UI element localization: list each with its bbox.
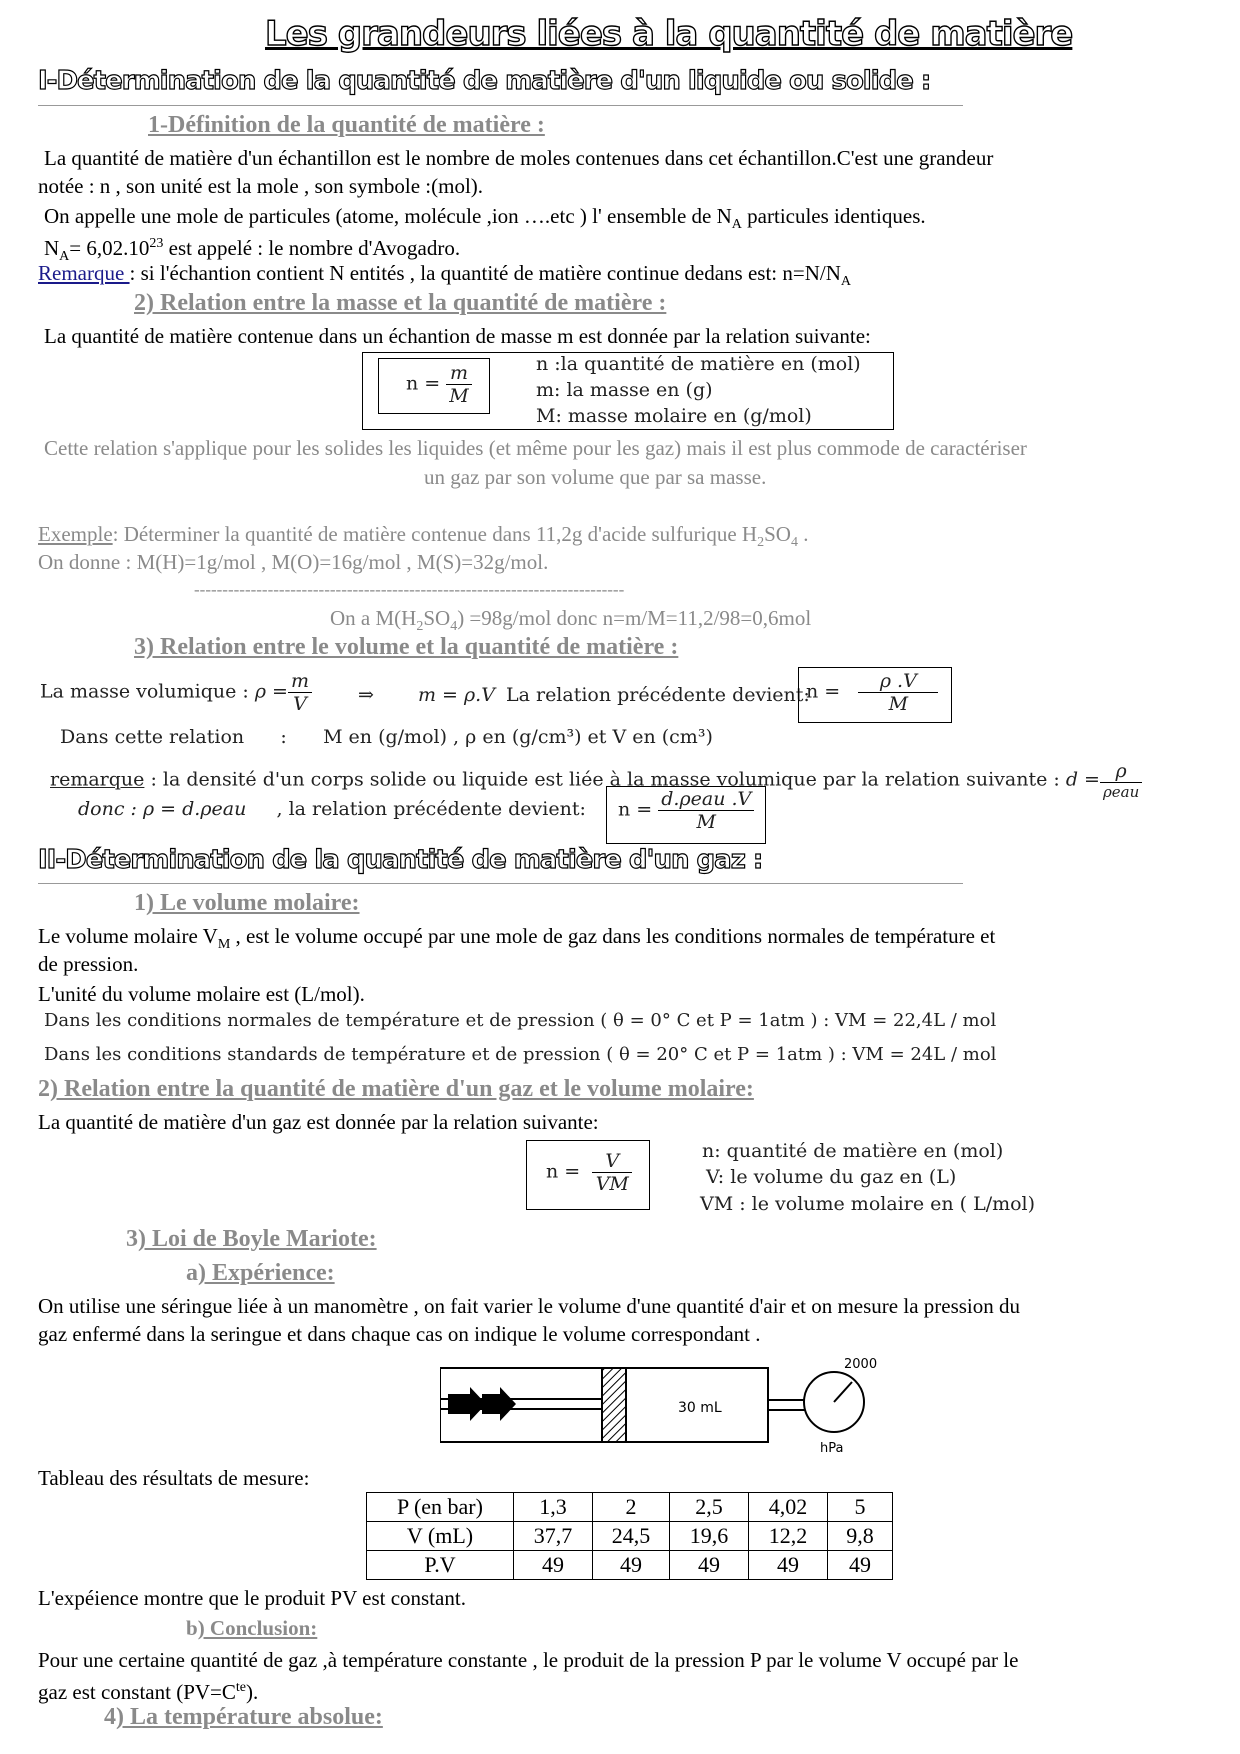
example-data: On donne : M(H)=1g/mol , M(O)=16g/mol , M(S)=32g/mol. bbox=[38, 550, 549, 574]
section-2-rule bbox=[38, 883, 963, 884]
implies-arrow: ⇒ bbox=[358, 684, 374, 706]
formula-n-rhoV-M bbox=[806, 670, 938, 715]
subscript: 2 bbox=[416, 619, 424, 635]
paragraph: un gaz par son volume que par sa masse. bbox=[424, 465, 767, 489]
text: donc : ρ = d.ρeau bbox=[78, 798, 247, 820]
numerator: m bbox=[446, 362, 471, 385]
heading-2-3 bbox=[126, 1226, 377, 1253]
heading-number: b bbox=[186, 1616, 198, 1640]
donc-line bbox=[78, 798, 586, 820]
paragraph: La quantité de matière contenue dans un échantion de masse m est donnée par la relation suivante: bbox=[44, 324, 871, 348]
fraction bbox=[858, 670, 938, 715]
paragraph bbox=[38, 922, 995, 959]
text: SO bbox=[423, 606, 451, 630]
table-cell: 2,5 bbox=[670, 1493, 749, 1522]
text: . bbox=[797, 522, 809, 546]
syringe-plunger-head bbox=[602, 1368, 626, 1442]
page-title: Les grandeurs liées à la quantité de matière bbox=[265, 14, 1073, 54]
heading-1-3: 3) Relation entre le volume et la quantité de matière : bbox=[134, 634, 679, 660]
denominator: VM bbox=[595, 1173, 629, 1195]
denominator: ρeau bbox=[1102, 783, 1140, 801]
heading-2-3a bbox=[186, 1260, 335, 1287]
syringe-manometer-figure bbox=[440, 1354, 890, 1462]
table-cell: 49 bbox=[514, 1551, 593, 1580]
formula-lhs: n = bbox=[546, 1160, 581, 1183]
formula-n-V-VM bbox=[546, 1150, 632, 1195]
standard-conditions: Dans les conditions standards de température et de pression ( θ = 20° C et P = 1atm ) : VM = 24L / mol bbox=[44, 1044, 997, 1065]
heading-text: ) La température absolue: bbox=[116, 1704, 383, 1730]
table-cell: 4,02 bbox=[749, 1493, 828, 1522]
superscript: 23 bbox=[149, 236, 164, 251]
fraction bbox=[592, 1150, 632, 1195]
paragraph: On utilise une séringue liée à un manomètre , on fait varier le volume d'une quantité d'air et on mesure la pression du bbox=[38, 1294, 1021, 1318]
table-cell: 5 bbox=[828, 1493, 893, 1522]
mass-density-line bbox=[40, 670, 312, 715]
fraction bbox=[446, 362, 471, 407]
legend-line: n: quantité de matière en (mol) bbox=[702, 1140, 1004, 1162]
text: = 6,02.10 bbox=[69, 236, 150, 260]
heading-2-1 bbox=[134, 890, 360, 917]
legend-line: m: la masse en (g) bbox=[536, 379, 713, 401]
formula-lhs: n = bbox=[806, 680, 841, 703]
paragraph: de pression. bbox=[38, 952, 139, 976]
formula-n-d-rho bbox=[618, 788, 754, 833]
fraction bbox=[1100, 760, 1142, 801]
heading-text: ) Le volume molaire: bbox=[146, 890, 360, 916]
relation-text: La relation précédente devient: bbox=[506, 684, 810, 706]
text: On appelle une mole de particules (atome, molécule ,ion ….etc ) l' ensemble de N bbox=[44, 204, 732, 228]
subscript: A bbox=[731, 217, 742, 233]
legend-line: V: le volume du gaz en (L) bbox=[706, 1166, 957, 1188]
normal-conditions: Dans les conditions normales de température et de pression ( θ = 0° C et P = 1atm ) : VM = 22,4L / mol bbox=[44, 1010, 997, 1031]
denominator: M bbox=[696, 811, 716, 833]
section-1-heading: I-Détermination de la quantité de matière d'un liquide ou solide : bbox=[38, 66, 931, 96]
heading-text: ) Conclusion: bbox=[197, 1616, 318, 1640]
subscript: A bbox=[840, 274, 852, 290]
heading-text: ) Expérience: bbox=[198, 1260, 335, 1286]
table-cell: 37,7 bbox=[514, 1522, 593, 1551]
table-cell: 49 bbox=[749, 1551, 828, 1580]
formula-n-m-M bbox=[406, 362, 472, 407]
paragraph: notée : n , son unité est la mole , son symbole :(mol). bbox=[38, 174, 484, 198]
syringe-volume-label: 30 mL bbox=[678, 1400, 722, 1416]
table-row bbox=[367, 1522, 893, 1551]
text: , la relation précédente devient: bbox=[276, 798, 586, 820]
table-label: Tableau des résultats de mesure: bbox=[38, 1466, 310, 1490]
mass-relation: m = ρ.V bbox=[418, 684, 495, 706]
units-line bbox=[60, 726, 713, 748]
heading-number: 3 bbox=[126, 1226, 138, 1252]
section-2-heading: II-Détermination de la quantité de matière d'un gaz : bbox=[38, 845, 763, 875]
paragraph bbox=[38, 1674, 258, 1706]
table-cell: 24,5 bbox=[593, 1522, 670, 1551]
numerator: V bbox=[592, 1150, 632, 1173]
text: N bbox=[44, 236, 60, 260]
text: gaz est constant (PV=C bbox=[38, 1680, 236, 1704]
heading-text: ) Loi de Boyle Mariote: bbox=[138, 1226, 377, 1252]
text: Le volume molaire V bbox=[38, 924, 218, 948]
text: particules identiques. bbox=[741, 204, 926, 228]
separator: ---------------------------------------------------------------------------- bbox=[194, 580, 625, 599]
table-cell: 49 bbox=[670, 1551, 749, 1580]
text: Dans cette relation bbox=[60, 726, 245, 748]
text: , est le volume occupé par une mole de gaz dans les conditions normales de température et bbox=[230, 924, 996, 948]
heading-1-2: 2) Relation entre la masse et la quantité de matière : bbox=[134, 290, 667, 316]
heading-number: a bbox=[186, 1260, 198, 1286]
remark-label: Remarque bbox=[38, 261, 130, 285]
numerator: ρ .V bbox=[858, 670, 938, 693]
heading-2-3b bbox=[186, 1616, 317, 1641]
text: On a M(H bbox=[330, 606, 417, 630]
paragraph: La quantité de matière d'un gaz est donnée par la relation suivante: bbox=[38, 1110, 599, 1134]
text: ) =98g/mol donc n=m/M=11,2/98=0,6mol bbox=[457, 606, 812, 630]
paragraph: La quantité de matière d'un échantillon est le nombre de moles contenues dans cet échantillon.C'est une grandeur bbox=[44, 146, 994, 170]
text: : si l'échantion contient N entités , la quantité de matière continue dedans est: n=N/N bbox=[129, 261, 841, 285]
heading-2-2 bbox=[38, 1076, 754, 1103]
numerator: ρ bbox=[1100, 760, 1142, 783]
table-row bbox=[367, 1493, 893, 1522]
d-eq: d = bbox=[1065, 768, 1100, 791]
table-cell: 2 bbox=[593, 1493, 670, 1522]
table-row bbox=[367, 1551, 893, 1580]
legend-line: n :la quantité de matière en (mol) bbox=[536, 353, 861, 375]
plunger-arrows-icon bbox=[448, 1387, 516, 1421]
subscript: 4 bbox=[790, 535, 798, 551]
table-cell: P.V bbox=[367, 1551, 514, 1580]
table-cell: 19,6 bbox=[670, 1522, 749, 1551]
paragraph: gaz enfermé dans la seringue et dans chaque cas on indique le volume correspondant . bbox=[38, 1322, 761, 1346]
gauge-unit: hPa bbox=[820, 1441, 844, 1456]
heading-number: 1 bbox=[134, 890, 146, 916]
results-table bbox=[366, 1492, 893, 1580]
density-remark bbox=[50, 760, 1142, 801]
heading-1-1: 1-Définition de la quantité de matière : bbox=[148, 112, 545, 138]
table-cell: 12,2 bbox=[749, 1522, 828, 1551]
subscript: 2 bbox=[757, 535, 765, 551]
paragraph: Pour une certaine quantité de gaz ,à température constante , le produit de la pression P par le volume V occupé par le bbox=[38, 1648, 1019, 1672]
heading-number: 2 bbox=[38, 1076, 50, 1102]
table-cell: P (en bar) bbox=[367, 1493, 514, 1522]
table-cell: 49 bbox=[828, 1551, 893, 1580]
denominator: V bbox=[293, 693, 307, 715]
text: : Déterminer la quantité de matière contenue dans 11,2g d'acide sulfurique H bbox=[112, 522, 758, 546]
subscript: A bbox=[59, 249, 70, 265]
formula-lhs: n = bbox=[618, 798, 653, 821]
rho-eq: ρ = bbox=[254, 680, 288, 703]
numerator: d.ρeau .V bbox=[658, 788, 754, 811]
superscript: te bbox=[235, 1680, 246, 1695]
heading-text: ) Relation entre la quantité de matière d'un gaz et le volume molaire: bbox=[50, 1076, 754, 1102]
denominator: M bbox=[888, 693, 909, 715]
numerator: m bbox=[288, 670, 312, 693]
heading-2-4 bbox=[104, 1704, 383, 1731]
text: SO bbox=[764, 522, 791, 546]
formula-lhs: n = bbox=[406, 372, 441, 395]
gauge-value: 2000 bbox=[844, 1357, 878, 1372]
heading-number: 4 bbox=[104, 1704, 116, 1730]
text: La masse volumique : bbox=[40, 680, 249, 703]
remark-label: remarque bbox=[50, 768, 145, 791]
section-1-rule bbox=[38, 105, 963, 106]
subscript: 4 bbox=[450, 619, 458, 635]
fraction bbox=[288, 670, 312, 715]
legend-line: VM : le volume molaire en ( L/mol) bbox=[700, 1193, 1036, 1215]
units: M en (g/mol) , ρ en (g/cm³) et V en (cm³) bbox=[323, 726, 713, 748]
table-cell: 1,3 bbox=[514, 1493, 593, 1522]
paragraph: L'unité du volume molaire est (L/mol). bbox=[38, 982, 365, 1006]
text: : la densité d'un corps solide ou liquide est liée à la masse volumique par la relation suivante : bbox=[144, 768, 1060, 791]
subscript: M bbox=[217, 937, 231, 953]
example-label: Exemple bbox=[38, 522, 113, 546]
paragraph: L'expéience montre que le produit PV est constant. bbox=[38, 1586, 466, 1610]
text: est appelé : le nombre d'Avogadro. bbox=[163, 236, 461, 260]
colon: : bbox=[280, 726, 287, 748]
table-cell: V (mL) bbox=[367, 1522, 514, 1551]
legend-line: M: masse molaire en (g/mol) bbox=[536, 405, 812, 427]
table-cell: 9,8 bbox=[828, 1522, 893, 1551]
denominator: M bbox=[449, 385, 469, 407]
fraction bbox=[658, 788, 754, 833]
text: ). bbox=[246, 1680, 259, 1704]
table-cell: 49 bbox=[593, 1551, 670, 1580]
paragraph: Cette relation s'applique pour les solides les liquides (et même pour les gaz) mais il est plus commode de caractériser bbox=[44, 436, 1027, 460]
